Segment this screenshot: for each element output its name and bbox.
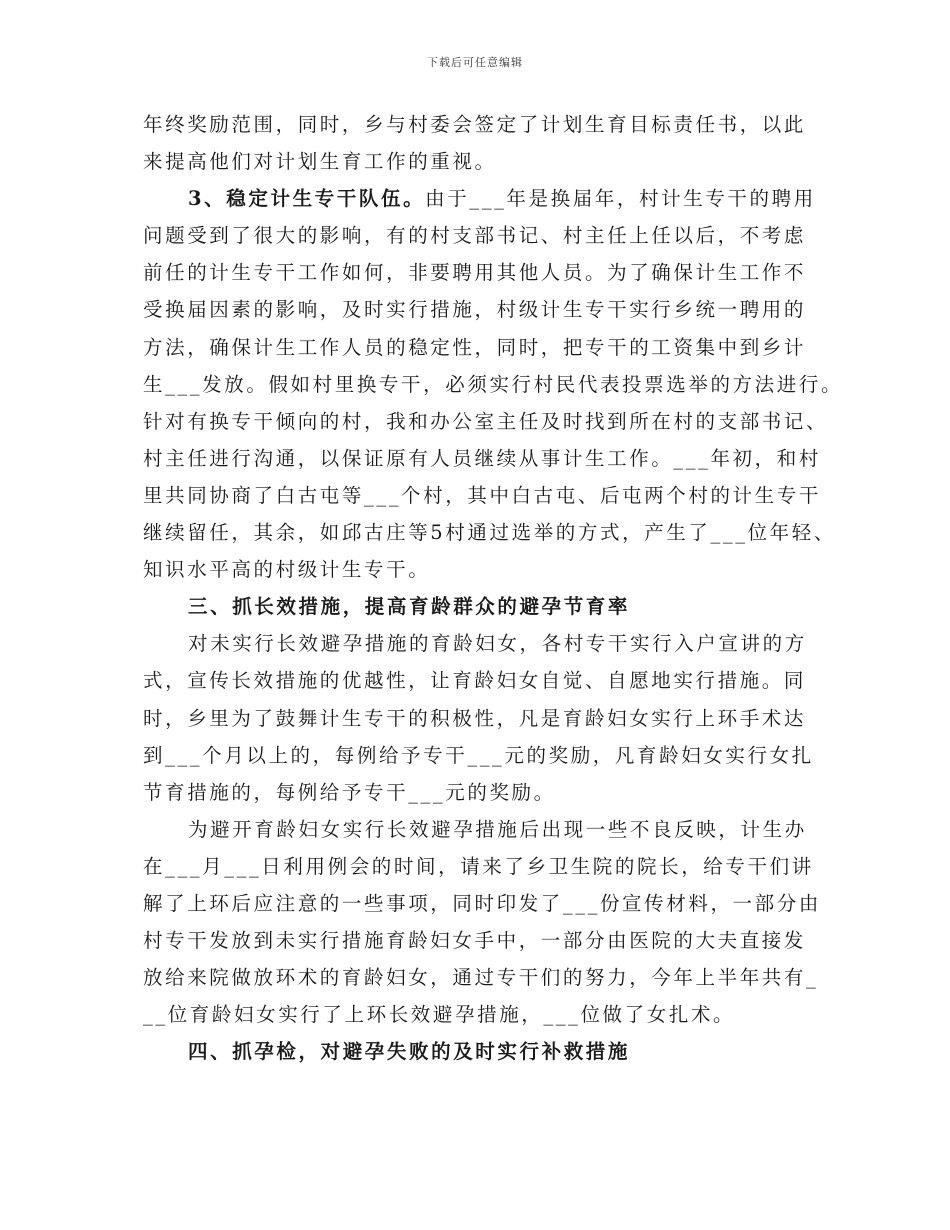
text-line [143,477,823,514]
section-heading: 四、抓孕检，对避孕失败的及时实行补救措施 [188,1040,631,1064]
paragraph-text: 问题受到了很大的影响，有的村支部书记、村主任上任以后，不考虑 [143,224,807,248]
text-line [143,217,823,254]
paragraph-text: 村主任进行沟通，以保证原有人员继续从事计生工作。___年初，和村 [143,446,821,470]
paragraph-text: 时，乡里为了鼓舞计生专干的积极性，凡是育龄妇女实行上环手术达 [143,706,807,730]
paragraph-text: 年终奖励范围，同时，乡与村委会签定了计划生育目标责任书，以此 [143,113,807,136]
paragraph-text: 继续留任，其余，如邱古庄等5村通过选举的方式，产生了___位年轻、 [143,521,836,545]
text-line [143,737,823,774]
text-line [143,106,823,143]
text-line [143,625,823,662]
paragraph-text: 到___个月以上的，每例给予专干___元的奖励，凡育龄妇女实行女扎 [143,743,814,767]
paragraph-text: 里共同协商了白古屯等___个村，其中白古屯、后屯两个村的计生专干 [143,483,821,507]
text-line [143,291,823,328]
text-line [143,143,823,180]
paragraph-text: 村专干发放到未实行措施育龄妇女手中，一部分由医院的大夫直接发 [143,929,807,953]
text-line [143,180,823,217]
text-line [143,959,823,996]
paragraph-text: 放给来院做放环术的育龄妇女，通过专干们的努力，今年上半年共有_ [143,966,819,990]
text-line [143,662,823,699]
text-line [143,885,823,922]
text-line [143,254,823,291]
text-line [143,811,823,848]
section-heading: 三、抓长效措施，提高育龄群众的避孕节育率 [188,595,631,619]
paragraph-text: 针对有换专干倾向的村，我和办公室主任及时找到所在村的支部书记、 [143,409,829,433]
document-body [143,106,844,1070]
page-header: 下载后可任意编辑 [427,56,523,69]
paragraph-text: 节育措施的，每例给予专干___元的奖励。 [143,780,556,804]
paragraph-text: __位育龄妇女实行了上环长效避孕措施，___位做了女扎术。 [143,1003,736,1027]
text-line [143,774,823,811]
paragraph-text: 受换届因素的影响，及时实行措施，村级计生专干实行乡统一聘用的 [143,298,807,322]
paragraph-text: 方法，确保计生工作人员的稳定性，同时，把专干的工资集中到乡计 [143,335,807,359]
text-line [143,700,823,737]
text-line [143,329,823,366]
text-line [143,366,844,403]
paragraph-text: 来提高他们对计划生育工作的重视。 [143,150,497,174]
text-line [143,440,823,477]
text-line [143,1033,823,1070]
text-line [143,588,823,625]
paragraph-text: 知识水平高的村级计生专干。 [143,558,431,582]
text-line [143,514,836,551]
text-line [143,551,823,588]
text-line [143,996,823,1033]
paragraph-text: 对未实行长效避孕措施的育龄妇女，各村专干实行入户宣讲的方 [188,632,807,656]
paragraph-text: 由于___年是换届年，村计生专干的聘用 [425,187,816,211]
paragraph-text: 生___发放。假如村里换专干，必须实行村民代表投票选举的方法进行。 [143,372,844,396]
section-heading: 3、稳定计生专干队伍。 [188,187,426,211]
text-line [143,848,823,885]
paragraph-text: 在___月___日利用例会的时间，请来了乡卫生院的院长，给专干们讲 [143,854,814,878]
paragraph-text: 为避开育龄妇女实行长效避孕措施后出现一些不良反映，计生办 [188,817,807,841]
paragraph-text: 前任的计生专干工作如何，非要聘用其他人员。为了确保计生工作不 [143,261,807,285]
paragraph-text: 式，宣传长效措施的优越性，让育龄妇女自觉、自愿地实行措施。同 [143,669,807,693]
text-line [143,922,823,959]
text-line [143,403,829,440]
paragraph-text: 解了上环后应注意的一些事项，同时印发了___份宣传材料，一部分由 [143,891,821,915]
